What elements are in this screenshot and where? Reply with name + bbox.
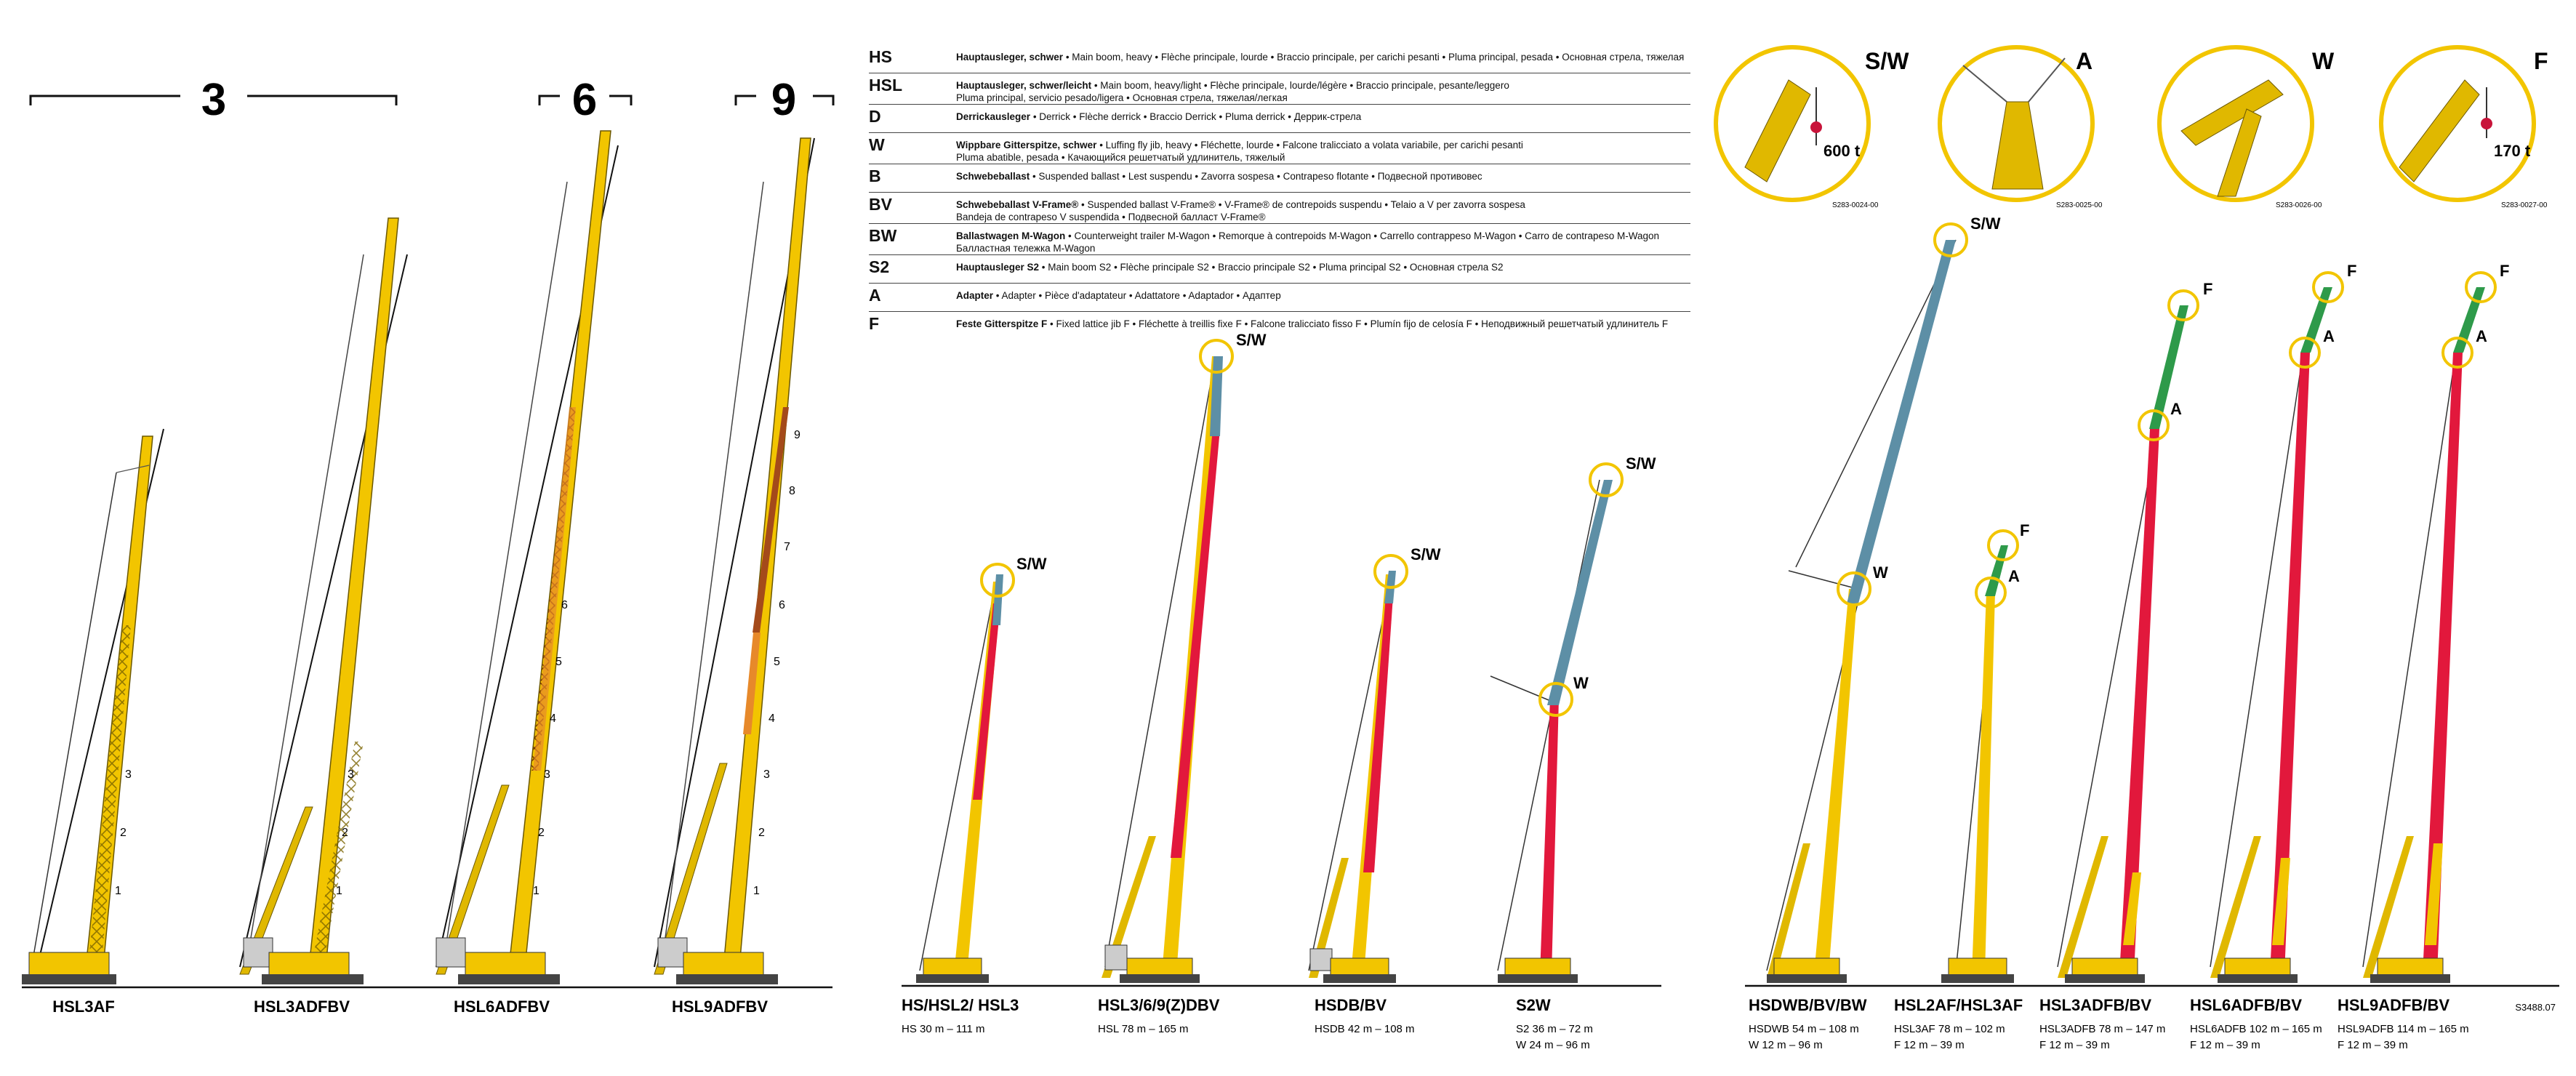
svg-text:9: 9 [771, 75, 797, 125]
label-hsl9adfbv: HSL9ADFBV [671, 997, 769, 1016]
svg-text:1: 1 [336, 885, 342, 897]
svg-text:S/W: S/W [1865, 48, 1909, 74]
crane-hsl3af [22, 429, 164, 984]
svg-text:W: W [2312, 48, 2335, 74]
svg-text:S/W: S/W [1626, 454, 1656, 473]
legend-row: S2 Hauptausleger S2 • Main boom S2 • Flèche principale S2 • Braccio principale S2 • Pluma principal S2 • Основная стрела S2 [869, 255, 1690, 284]
svg-text:S/W: S/W [1236, 331, 1267, 349]
spec-hsdwb-w: W 12 m – 96 m [1749, 1039, 1823, 1051]
spec-hsl9adfb: HSL9ADFB 114 m – 165 m [2338, 1023, 2469, 1035]
svg-text:5: 5 [774, 656, 780, 668]
svg-text:6: 6 [571, 75, 598, 125]
label-s2w: S2W [1516, 996, 1551, 1014]
crane-hsl3adfbv [240, 218, 407, 984]
group-header-9 [736, 75, 833, 125]
svg-text:1: 1 [533, 885, 539, 897]
svg-text:2: 2 [538, 827, 545, 839]
label-hsl6adfbv: HSL6ADFBV [453, 997, 550, 1016]
crane-hsl9adfb-bv [2363, 262, 2509, 983]
svg-text:W: W [1573, 674, 1589, 692]
svg-text:F: F [2534, 48, 2548, 74]
legend-row: HS Hauptausleger, schwer • Main boom, heavy • Flèche principale, lourde • Braccio principale, per carichi pesanti • Pluma principal, pesada • Основная стрела, тяжелая [869, 45, 1690, 73]
group-header-6 [539, 75, 631, 125]
label-hsl369zdbv: HSL3/6/9(Z)DBV [1098, 996, 1220, 1014]
svg-text:S283-0026-00: S283-0026-00 [2276, 201, 2322, 209]
spec-s2: S2 36 m – 72 m [1516, 1023, 1593, 1035]
spec-hsdb: HSDB 42 m – 108 m [1315, 1023, 1415, 1035]
svg-text:S/W: S/W [1016, 555, 1047, 573]
crane-hsl2af-hsl3af [1941, 521, 2029, 983]
legend-row: HSL Hauptausleger, schwer/leicht • Main boom, heavy/light • Flèche principale, lourde/légère • Braccio principale, pesante/leggero Pluma principal, servicio pesado/ligera • Основная стрела, тяжелая/легкая [869, 73, 1690, 105]
crane-hsdwb-bv-bw [1767, 214, 2001, 983]
svg-text:3: 3 [201, 75, 227, 125]
svg-text:A: A [2323, 327, 2335, 345]
svg-text:5: 5 [555, 656, 562, 668]
svg-text:S/W: S/W [1411, 545, 1441, 563]
legend-row: BV Schwebeballast V-Frame® • Suspended ballast V-Frame® • V-Frame® de contrepoids suspendu • Telaio a V per zavorra sospesa Bandeja de contrapeso V suspendida • Подвесной балласт V-Frame® [869, 193, 1690, 224]
svg-text:F: F [2203, 280, 2213, 298]
svg-text:170 t: 170 t [2494, 142, 2531, 160]
detail-a [1940, 47, 2103, 209]
svg-text:4: 4 [550, 712, 556, 725]
svg-text:S283-0027-00: S283-0027-00 [2501, 201, 2548, 209]
crane-s2w [1490, 454, 1656, 983]
svg-text:6: 6 [779, 599, 785, 611]
svg-text:F: F [2347, 262, 2357, 280]
svg-text:3: 3 [544, 768, 550, 781]
svg-text:3: 3 [763, 768, 770, 781]
spec-w: W 24 m – 96 m [1516, 1039, 1590, 1051]
spec-hsdwb: HSDWB 54 m – 108 m [1749, 1023, 1859, 1035]
svg-text:2: 2 [342, 827, 348, 839]
crane-hsdb-bv [1309, 545, 1441, 983]
svg-text:6: 6 [561, 599, 568, 611]
legend-row: D Derrickausleger • Derrick • Flèche derrick • Braccio Derrick • Pluma derrick • Деррик-стрела [869, 105, 1690, 133]
label-hsl3adfbv: HSL3ADFBV [253, 997, 350, 1016]
label-hs-hsl2-hsl3: HS/HSL2/ HSL3 [902, 996, 1019, 1014]
spec-hsl3af: HSL3AF 78 m – 102 m [1894, 1023, 2005, 1035]
svg-text:1: 1 [115, 885, 121, 897]
spec-hsl3adfb: HSL3ADFB 78 m – 147 m [2039, 1023, 2166, 1035]
detail-sw [1716, 47, 1909, 209]
legend-row: F Feste Gitterspitze F • Fixed lattice jib F • Fléchette à treillis fixe F • Falcone tralicciato fisso F • Plumín fijo de celosía F • Неподвижный решетчатый удлинитель F [869, 314, 1669, 333]
svg-text:S283-0024-00: S283-0024-00 [1832, 201, 1879, 209]
detail-w [2159, 47, 2335, 209]
svg-text:4: 4 [769, 712, 775, 725]
spec-hsl9adfb-f: F 12 m – 39 m [2338, 1039, 2408, 1051]
spec-hsl6adfb: HSL6ADFB 102 m – 165 m [2190, 1023, 2322, 1035]
label-hsl6adfb-bv: HSL6ADFB/BV [2190, 996, 2303, 1014]
label-hsl3adfb-bv: HSL3ADFB/BV [2039, 996, 2152, 1014]
svg-text:8: 8 [789, 485, 795, 497]
svg-text:2: 2 [120, 827, 127, 839]
svg-text:A: A [2008, 567, 2020, 585]
crane-hsl369zdbv [1102, 331, 1267, 983]
legend-row: B Schwebeballast • Suspended ballast • Lest suspendu • Zavorra sospesa • Contrapeso flotante • Подвесной противовес [869, 164, 1690, 193]
spec-hsl3adfb-f: F 12 m – 39 m [2039, 1039, 2110, 1051]
crane-hs-hsl2-hsl3 [916, 555, 1047, 983]
spec-hsl6adfb-f: F 12 m – 39 m [2190, 1039, 2260, 1051]
crane-hsl3adfb-bv [2058, 280, 2212, 983]
legend-row: BW Ballastwagen M-Wagon • Counterweight trailer M-Wagon • Remorque à contrepoids M-Wagon • Carrello contrappeso M-Wagon • Carro de contrapeso M-Wagon Балластная тележка M-Wagon [869, 224, 1690, 255]
svg-text:W: W [1873, 563, 1888, 582]
detail-f [2381, 47, 2548, 209]
svg-text:F: F [2020, 521, 2030, 539]
label-hsl3af: HSL3AF [52, 997, 115, 1016]
label-hsdwb-bv-bw: HSDWB/BV/BW [1749, 996, 1867, 1014]
crane-hsl6adfb-bv [2210, 262, 2356, 983]
svg-text:3: 3 [348, 768, 354, 781]
document-id: S3488.07 [2515, 1002, 2556, 1013]
spec-hsl3af-f: F 12 m – 39 m [1894, 1039, 1965, 1051]
spec-hs: HS 30 m – 111 m [902, 1023, 985, 1035]
label-hsl9adfb-bv: HSL9ADFB/BV [2338, 996, 2450, 1014]
crane-hsl9adfbv [654, 138, 814, 984]
svg-text:1: 1 [753, 885, 760, 897]
svg-text:A: A [2476, 327, 2487, 345]
spec-hsl: HSL 78 m – 165 m [1098, 1023, 1189, 1035]
legend-table [869, 45, 1690, 340]
svg-text:600 t: 600 t [1823, 142, 1861, 160]
group-header-3 [31, 75, 396, 125]
svg-text:A: A [2170, 400, 2182, 418]
legend-row: W Wippbare Gitterspitze, schwer • Luffing fly jib, heavy • Fléchette, lourde • Falcone tralicciato a volata variabile, per carichi pesanti Pluma abatible, pesada • Качающийся решетчатый удлинитель, тяжелый [869, 133, 1690, 164]
svg-text:3: 3 [125, 768, 132, 781]
crane-hsl6adfbv [436, 131, 618, 984]
label-hsl2af-hsl3af: HSL2AF/HSL3AF [1894, 996, 2023, 1014]
svg-text:S/W: S/W [1970, 214, 2001, 233]
svg-text:2: 2 [758, 827, 765, 839]
legend-row: A Adapter • Adapter • Pièce d'adaptateur • Adattatore • Adaptador • Адаптер [869, 284, 1690, 312]
svg-text:9: 9 [794, 429, 801, 441]
svg-text:7: 7 [784, 541, 790, 553]
svg-text:S283-0025-00: S283-0025-00 [2056, 201, 2103, 209]
label-hsdb-bv: HSDB/BV [1315, 996, 1387, 1014]
svg-text:F: F [2500, 262, 2510, 280]
svg-text:A: A [2076, 48, 2093, 74]
